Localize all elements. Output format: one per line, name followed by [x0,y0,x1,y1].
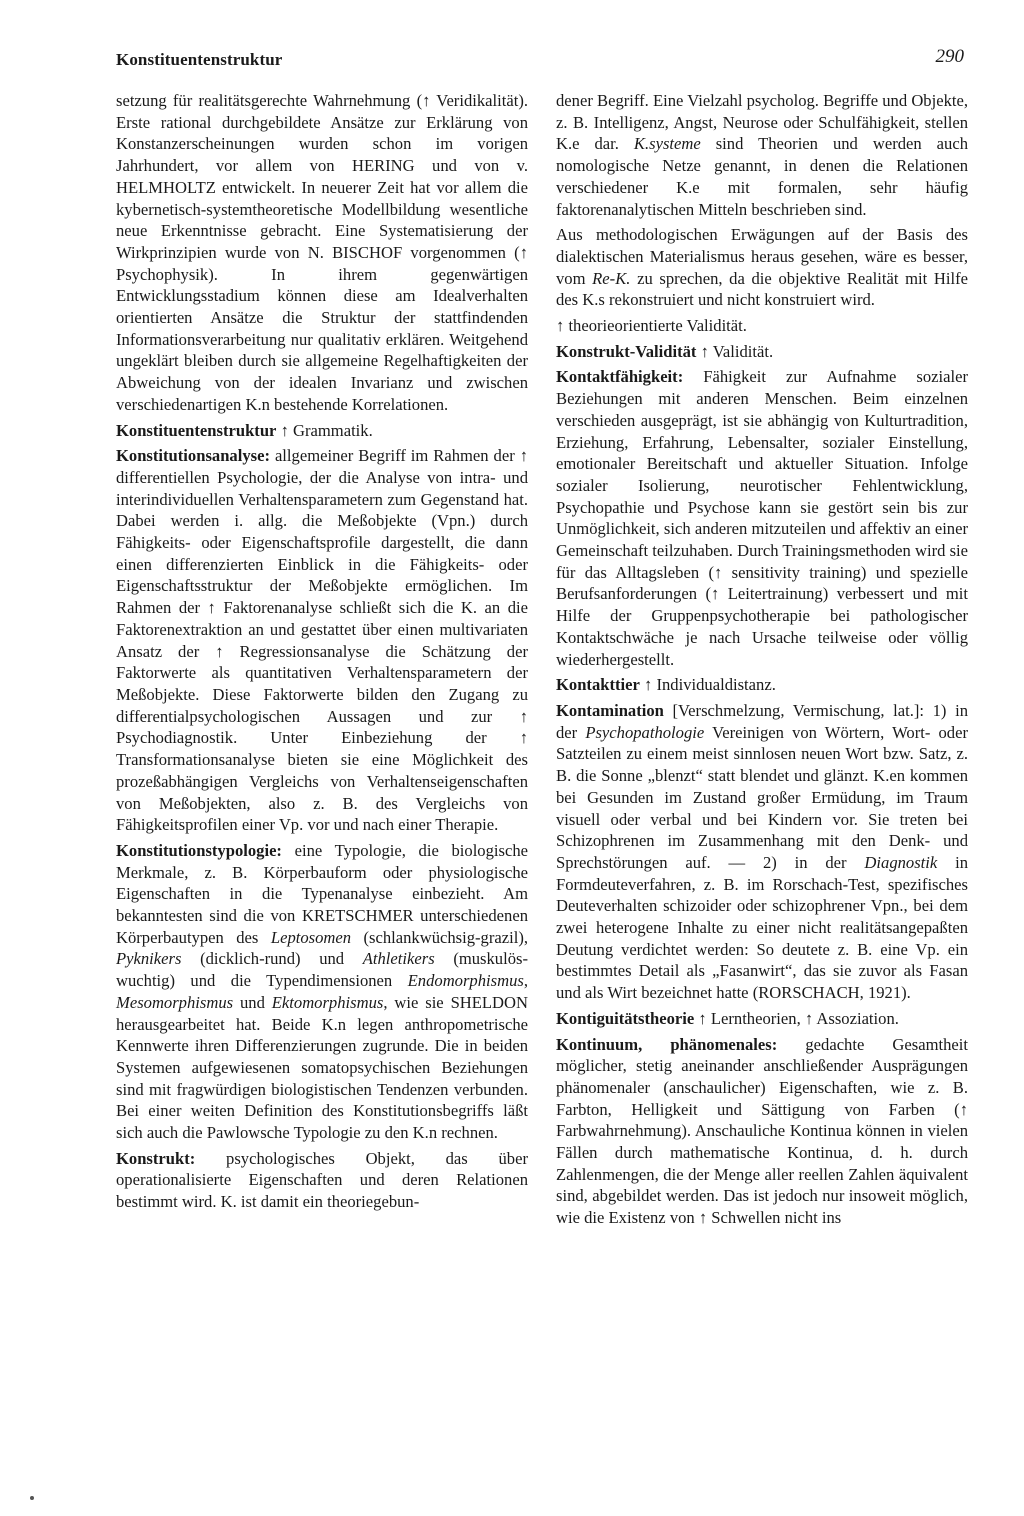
entry-konstrukt-validitaet: Konstrukt-Validität ↑ Validität. [556,341,774,361]
entry-veridikalitaet-cont: setzung für realitätsgerechte Wahrnehmung (↑ Veridikalität). Erste rational durchgebildete Ansätze zur Erklärung von Konstanzerscheinungen wurden schon im vorigen Jahrhundert, vor allem von HERING und von v. HELMHOLTZ entwickelt. In neuerer Zeit hat vor allem die kybernetisch-systemtheoretische Modellbildung wesentliche neue Erkenntnisse gebracht. Eine Systematisierung der Wirkprinzipien wurde von N. BISCHOF vorgenommen (↑ Psychophysik). In ihrem gegenwärtigen Entwicklungsstadium können diese am Idealverhalten orientierten Ansätze die Struktur der stattfindenden Informationsverarbeitung nur qualitativ erklären. Weitgehend ungeklärt bleiben durch sie allgemeine Regelhaftigkeiten der Abweichung von der idealen Invarianz und zwischen verschiedenartigen K.n bestehende Korrelationen. [116,91,528,414]
entry-kontaktfaehigkeit: Kontaktfähigkeit: Fähigkeit zur Aufnahme sozialer Beziehungen mit anderen Menschen. Beim einzelnen verschieden ausgeprägt, ist sie abhängig von Kulturtradition, Erziehung, Erfahrung, Lebensalter, sozialer Einstellung, emotionaler Bereitschaft und aktueller Situation. Infolge sozialer Isolierung, neurotischer Fehlentwicklung, Psychopathie und Psychose kann sie gestört sein bis zur Unmöglichkeit, sich anderen mitzuteilen und affektiv an einer Gemeinschaft teilzuhaben. Durch Trainingsmethoden wird sie für das Alltagsleben (↑ sensitivity training) und spezielle Berufsanforderungen (↑ Leitertrainung) verbessert und mit Hilfe der Gruppenpsychotherapie bei pathologischer Kontaktschwäche je nach Ursache teilweise oder völlig wiederhergestellt. [556,367,968,669]
entry-kontiguitaetstheorie: Kontiguitätstheorie ↑ Lerntheorien, ↑ Assoziation. [556,1008,899,1028]
entry-konstrukt-ref: ↑ theorieorientierte Validität. [556,316,747,336]
entry-konstrukt: Konstrukt: psychologisches Objekt, das über operationalisierte Eigenschaften und deren Relationen bestimmt wird. K. ist damit ein theoriegebun- [116,1148,528,1212]
entry-konstitutionsanalyse: Konstitutionsanalyse: allgemeiner Begriff im Rahmen der ↑ differentiellen Psychologie, der die Analyse von intra- und interindividuellen Verhaltensparametern zum Gegenstand hat. Dabei werden i. allg. die Meßobjekte (Vpn.) durch Fähigkeits- oder Eigenschaftsprofile dargestellt, die dann einen differenzierten Einblick in die Fähigkeits- oder Eigenschaftsstruktur der Meßobjekte ermöglichen. Im Rahmen der ↑ Faktorenanalyse schließt sich die K. an die Faktorenextraktion an und gestattet über einen multivariaten Ansatz der ↑ Regressionsanalyse die Schätzung der Faktorwerte als quantitativen Verhaltensparametern der Meßobjekte. Diese Faktorwerte bilden den Zugang zu differentialpsychologischen Aussagen und zur ↑ Psychodiagnostik. Unter Einbeziehung der ↑ Transformationsanalyse bieten sie eine Möglichkeit des prozeßabhängigen Vergleichs von Verhaltenseigenschaften von Meßobjekten, also z. B. des Vergleichs von Fähigkeitsprofilen einer Vp. vor und nach einer Therapie. [116,446,528,835]
entry-konstrukt-cont: dener Begriff. Eine Vielzahl psycholog. Begriffe und Objekte, z. B. Intelligenz, Angst, Neurose oder Schulfähigkeit, stellen K.e dar. K.systeme sind Theorien und werden auch nomologische Netze genannt, in denen die Relationen verschiedener K.e mit formalen, sehr häufig faktorenanalytischen Mitteln beschrieben sind. [556,91,968,219]
running-header-title: Konstituentenstruktur [116,50,283,69]
entry-kontakttier: Kontakttier ↑ Individualdistanz. [556,675,776,695]
entry-konstitutionstypologie: Konstitutionstypologie: eine Typologie, die biologische Merkmale, z. B. Körperbauform oder physiologische Eigenschaften in die Typenanalyse einbezieht. Am bekanntesten sind die von KRETSCHMER unterschiedenen Körperbautypen des Leptosomen (schlankwüchsig-grazil), Pyknikers (dicklich-rund) und Athletikers (muskulös-wuchtig) und die Typendimensionen Endomorphismus, Mesomorphismus und Ektomorphismus, wie sie SHELDON herausgearbeitet hat. Beide K.n legen anthropometrische Kennwerte ihren Differenzierungen zugrunde. Die in beiden Systemen aufgewiesenen somatopsychischen Beziehungen sind mit fragwürdigen biologistischen Tendenzen verbunden. Bei einer weiten Definition des Konstitutionsbegriffs läßt sich auch die Pawlowsche Typologie zu den K.n rechnen. [116,840,528,1143]
left-column [116,90,528,1217]
right-column [556,90,968,1233]
entry-konstituentenstruktur: Konstituentenstruktur ↑ Grammatik. [116,420,373,440]
entry-konstrukt-cont2: Aus methodologischen Erwägungen auf der Basis des dialektischen Materialismus heraus gesehen, wäre es besser, vom Re-K. zu sprechen, da die objektive Realität mit Hilfe des K.s rekonstruiert und nicht konstruiert wird. [556,225,968,310]
entry-kontamination: Kontamination [Verschmelzung, Vermischung, lat.]: 1) in der Psychopathologie Vereinigen von Wörtern, Wort- oder Satzteilen zu einem meist sinnlosen neuen Wort bzw. Satz, z. B. die Sonne „blenzt“ statt blendet und glänzt. K.en kommen bei Gesunden im Zustand großer Ermüdung, im Traum visuell oder verbal und bei Kindern vor. Sie treten bei Schizophrenen im Zusammenhang mit den Denk- und Sprechstörungen auf. — 2) in der Diagnostik in Formdeuteverfahren, z. B. im Rorschach-Test, spezifisches Deuteverhalten schizoider oder schizophrener Vpn., bei dem zwei heterogene Inhalte zu einer nicht realitätsangepaßten Deutung verdichtet werden: So deutete z. B. eine Vp. ein bestimmtes Detail als „Fasanwirt“, das sie zuvor als Fasan und als Wirt bezeichnet hatte (RORSCHACH, 1921). [556,700,968,1003]
entry-kontinuum: Kontinuum, phänomenales: gedachte Gesamtheit möglicher, stetig aneinander anschließender Ausprägungen phänomenaler (anschaulicher) Eigenschaften, wie z. B. Farbton, Helligkeit und Sättigung von Farben (↑ Farbwahrnehmung). Anschauliche Kontinua können in vielen Fällen durch mathematische Kontinua, d. h. durch Zahlenmengen, die der Menge aller reellen Zahlen äquivalent sind, abgebildet werden. Das ist jedoch nur insoweit möglich, wie die Existenz von ↑ Schwellen nicht ins [556,1034,968,1228]
scan-speck [30,1496,34,1500]
page-number: 290 [935,46,964,67]
